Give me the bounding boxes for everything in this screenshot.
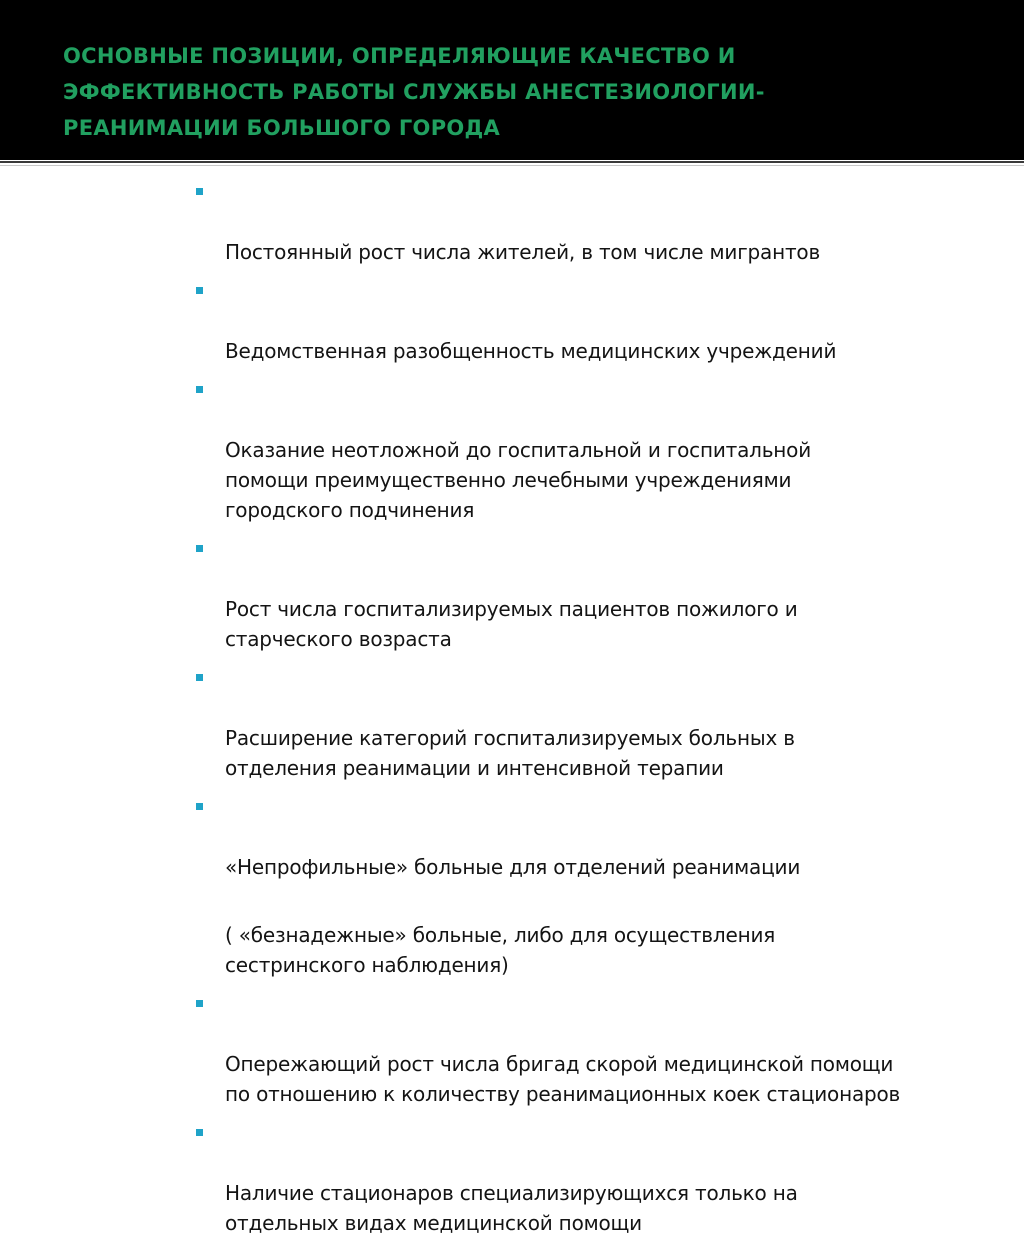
square-bullet-icon <box>196 188 203 195</box>
bullet-text: Ведомственная разобщенность медицинских учреждений <box>225 339 837 363</box>
bullet-list <box>196 177 1022 1247</box>
bullet-item <box>196 276 1022 366</box>
bullet-text: ( «безнадежные» больные, либо для осуществления сестринского наблюдения) <box>225 923 776 977</box>
square-bullet-icon <box>196 287 203 294</box>
square-bullet-icon <box>196 1000 203 1007</box>
bullet-text: «Непрофильные» больные для отделений реанимации <box>225 855 801 879</box>
bullet-item <box>196 792 1022 882</box>
bullet-item <box>196 534 1022 654</box>
title-divider <box>0 161 1024 163</box>
bullet-text: Оказание неотложной до госпитальной и госпитальной помощи преимущественно лечебными учреждениями городского подчинения <box>225 438 812 522</box>
title-divider-thin <box>0 165 1024 166</box>
square-bullet-icon <box>196 1129 203 1136</box>
bullet-item <box>196 663 1022 783</box>
bullet-continuation <box>196 890 1022 980</box>
bullet-text: Рост числа госпитализируемых пациентов пожилого и старческого возраста <box>225 597 798 651</box>
square-bullet-icon <box>196 386 203 393</box>
bullet-text: Опережающий рост числа бригад скорой медицинской помощи по отношению к количеству реанимационных коек стационаров <box>225 1052 901 1106</box>
square-bullet-icon <box>196 545 203 552</box>
bullet-item <box>196 177 1022 267</box>
bullet-text: Постоянный рост числа жителей, в том числе мигрантов <box>225 240 821 264</box>
slide-title: ОСНОВНЫЕ ПОЗИЦИИ, ОПРЕДЕЛЯЮЩИЕ КАЧЕСТВО И ЭФФЕКТИВНОСТЬ РАБОТЫ СЛУЖБЫ АНЕСТЕЗИОЛОГИИ- РЕАНИМАЦИИ БОЛЬШОГО ГОРОДА <box>63 44 765 140</box>
title-band <box>0 0 1024 160</box>
bullet-text: Расширение категорий госпитализируемых больных в отделения реанимации и интенсивной терапии <box>225 726 795 780</box>
bullet-item <box>196 375 1022 525</box>
square-bullet-icon <box>196 674 203 681</box>
square-bullet-icon <box>196 803 203 810</box>
bullet-item <box>196 1118 1022 1238</box>
bullet-item <box>196 989 1022 1109</box>
bullet-text: Наличие стационаров специализирующихся только на отдельных видах медицинской помощи <box>225 1181 798 1235</box>
